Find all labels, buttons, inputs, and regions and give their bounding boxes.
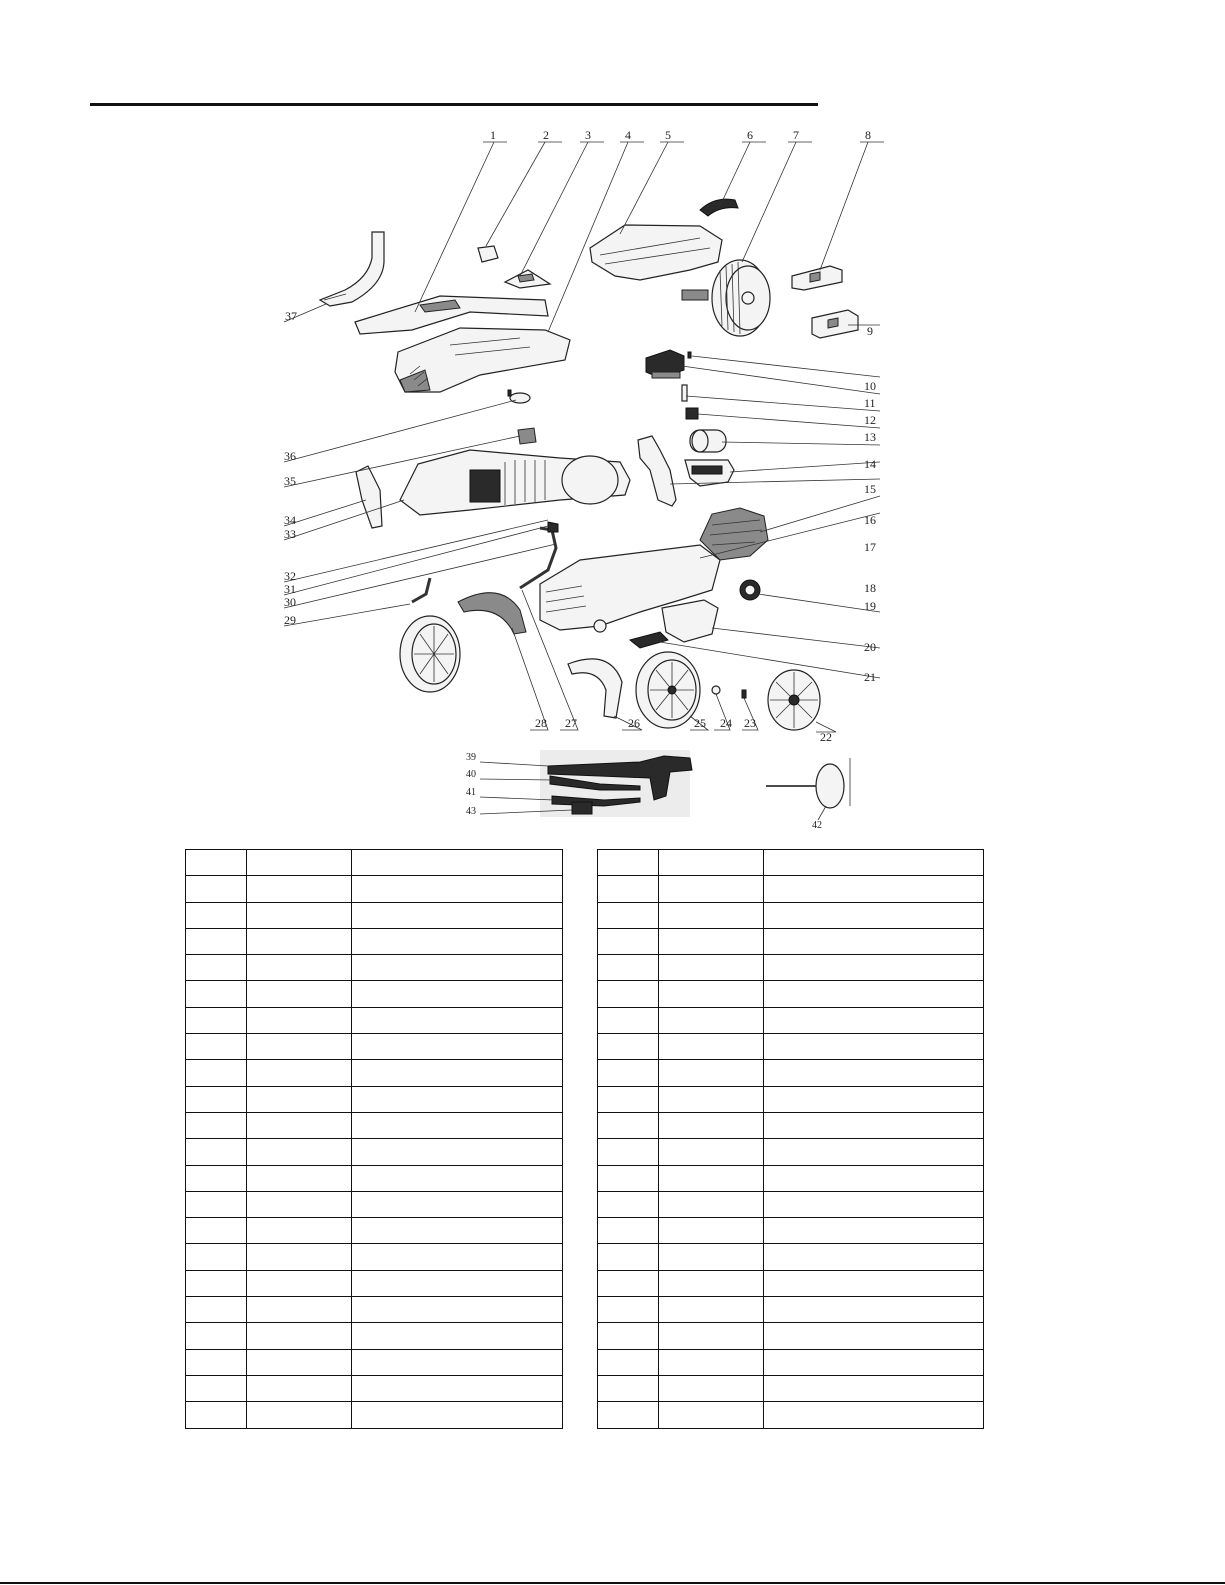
table-row [186,981,563,1007]
table-row [186,955,563,981]
table-cell [659,1034,764,1060]
table-cell [352,850,563,876]
table-cell [352,876,563,902]
table-cell [764,1297,984,1323]
table-cell [764,1086,984,1112]
callout-9: 9 [867,324,873,338]
table-row [598,876,984,902]
table-cell [186,1375,247,1401]
callout-14: 14 [864,457,876,471]
table-row [598,1323,984,1349]
table-cell [659,850,764,876]
table-cell [186,1165,247,1191]
table-cell [186,1139,247,1165]
table-row [598,1270,984,1296]
callout-13: 13 [864,430,876,444]
table-row [598,1244,984,1270]
table-row [598,850,984,876]
table-cell [352,1139,563,1165]
callout-26: 26 [628,716,640,730]
callout-18: 18 [864,581,876,595]
table-row [598,1139,984,1165]
table-row [186,1244,563,1270]
table-cell [764,1034,984,1060]
table-cell [659,1270,764,1296]
parts-table-right [597,849,984,1429]
table-row [186,1297,563,1323]
table-cell [247,876,352,902]
callout-19: 19 [864,599,876,613]
table-cell [764,1007,984,1033]
table-cell [352,902,563,928]
callout-11: 11 [864,396,876,410]
table-cell [598,1244,659,1270]
table-cell [352,1244,563,1270]
part-22-hub-cap [768,670,820,730]
callout-27: 27 [565,716,577,730]
table-cell [247,850,352,876]
callout-35: 35 [284,474,296,488]
table-cell [659,1218,764,1244]
table-row [598,1112,984,1138]
part-7-hose-reel [682,260,770,336]
part-5-top-cover [590,225,722,280]
table-cell [598,1191,659,1217]
callout-31: 31 [284,582,296,596]
table-row [598,1297,984,1323]
table-cell [247,1244,352,1270]
table-cell [598,876,659,902]
table-cell [352,1297,563,1323]
part-37-hose [320,232,384,306]
callout-12: 12 [864,413,876,427]
table-cell [659,1297,764,1323]
callout-34: 34 [284,513,296,527]
table-cell [598,1375,659,1401]
table-cell [186,981,247,1007]
table-cell [247,1191,352,1217]
part-6-grip [700,199,738,216]
table-cell [186,1191,247,1217]
table-cell [659,1191,764,1217]
table-row [598,1007,984,1033]
callout-24: 24 [720,716,732,730]
table-row [186,1112,563,1138]
table-cell [247,1402,352,1428]
table-row [598,1165,984,1191]
table-cell [659,928,764,954]
table-cell [352,1402,563,1428]
table-cell [764,1323,984,1349]
callout-15: 15 [864,482,876,496]
table-cell [247,1112,352,1138]
callout-43: 43 [466,806,476,817]
table-cell [352,1086,563,1112]
callout-8: 8 [865,128,871,142]
table-row [186,928,563,954]
callout-21: 21 [864,670,876,684]
table-cell [598,1060,659,1086]
table-cell [186,955,247,981]
table-row [598,1034,984,1060]
callout-33: 33 [284,527,296,541]
table-row [186,1218,563,1244]
table-row [186,1034,563,1060]
table-cell [186,876,247,902]
callout-20: 20 [864,640,876,654]
table-cell [186,1218,247,1244]
callout-28: 28 [535,716,547,730]
part-15-switch-housing [685,460,734,486]
part-1-top-plate [355,296,548,334]
part-20-tray [662,600,718,642]
table-cell [186,1034,247,1060]
part-16-side-panel [638,436,676,506]
table-cell [764,1375,984,1401]
table-cell [764,1112,984,1138]
table-cell [598,1112,659,1138]
table-cell [247,1086,352,1112]
table-cell [659,902,764,928]
table-cell [659,1007,764,1033]
table-cell [659,1244,764,1270]
part-26-arc [568,659,622,718]
table-cell [352,1349,563,1375]
table-cell [659,876,764,902]
table-cell [247,1165,352,1191]
table-cell [352,1270,563,1296]
part-28-wheel-cover [458,593,526,634]
table-cell [352,1191,563,1217]
table-cell [764,1402,984,1428]
part-42-filter [766,758,850,808]
table-row [598,1218,984,1244]
table-cell [659,1349,764,1375]
table-cell [247,1270,352,1296]
table-cell [352,1323,563,1349]
table-row [186,850,563,876]
table-cell [352,1218,563,1244]
table-cell [598,1007,659,1033]
table-cell [186,1402,247,1428]
table-cell [247,1349,352,1375]
table-cell [659,1112,764,1138]
table-cell [764,850,984,876]
table-cell [186,1112,247,1138]
table-cell [659,1402,764,1428]
part-24-washer [712,686,720,694]
table-cell [764,981,984,1007]
table-row [186,1323,563,1349]
callout-3: 3 [585,128,591,142]
callout-7: 7 [793,128,799,142]
table-cell [186,1060,247,1086]
part-motor-assembly [400,450,630,515]
table-cell [659,1323,764,1349]
part-34-plate [356,466,382,528]
table-cell [764,876,984,902]
table-row [186,1007,563,1033]
table-cell [598,1034,659,1060]
part-11-switch-box [646,350,684,378]
table-cell [352,1165,563,1191]
table-cell [764,1191,984,1217]
table-row [598,1375,984,1401]
part-21-connector [630,632,668,648]
table-cell [352,1034,563,1060]
table-cell [186,928,247,954]
parts-table-left [185,849,563,1429]
table-cell [659,1060,764,1086]
table-cell [186,1349,247,1375]
table-cell [352,1112,563,1138]
part-13-cube [686,408,698,419]
table-row [186,1191,563,1217]
table-cell [247,981,352,1007]
table-cell [186,1007,247,1033]
callout-6: 6 [747,128,753,142]
table-cell [352,1060,563,1086]
table-cell [659,1165,764,1191]
table-cell [598,902,659,928]
callout-37: 37 [285,309,297,323]
table-row [598,955,984,981]
table-cell [764,1060,984,1086]
wheel-left [400,616,460,692]
part-14-capacitor [690,430,726,452]
table-cell [764,955,984,981]
table-row [186,1349,563,1375]
table-row [186,1060,563,1086]
table-cell [352,1007,563,1033]
table-cell [598,850,659,876]
table-cell [764,1244,984,1270]
table-cell [764,1349,984,1375]
callout-25: 25 [694,716,706,730]
table-row [598,1402,984,1428]
table-row [186,1270,563,1296]
part-3-clip [505,270,550,288]
callout-1: 1 [490,128,496,142]
table-cell [247,928,352,954]
table-cell [247,1060,352,1086]
callout-10: 10 [864,379,876,393]
spray-gun-accessories [540,750,692,817]
table-cell [352,981,563,1007]
table-cell [598,1297,659,1323]
callout-32: 32 [284,569,296,583]
part-4-upper-housing [395,328,570,392]
table-cell [186,1323,247,1349]
callout-4: 4 [625,128,631,142]
table-row [598,1349,984,1375]
callout-42: 42 [812,820,822,831]
callout-5: 5 [665,128,671,142]
parts-table-left-body [186,850,563,1429]
part-12-pin [682,385,687,401]
part-29-hose [412,578,430,602]
table-cell [659,955,764,981]
table-cell [659,1139,764,1165]
table-row [186,1375,563,1401]
callout-41: 41 [466,787,476,798]
callout-40: 40 [466,769,476,780]
part-2-cap [478,246,498,262]
table-cell [247,1297,352,1323]
part-35-cube [518,428,536,444]
table-cell [764,902,984,928]
table-cell [659,1375,764,1401]
table-cell [186,850,247,876]
table-row [186,1086,563,1112]
table-row [186,1402,563,1428]
table-row [598,1086,984,1112]
table-row [598,928,984,954]
table-cell [598,1323,659,1349]
callout-17: 17 [864,540,876,554]
table-cell [598,1086,659,1112]
part-8-bracket [792,266,842,290]
table-cell [247,1007,352,1033]
table-cell [186,902,247,928]
part-9-bracket [812,310,858,338]
part-19-ring [740,580,760,600]
table-cell [247,1218,352,1244]
callout-2: 2 [543,128,549,142]
callout-23: 23 [744,716,756,730]
table-cell [352,955,563,981]
callout-22: 22 [820,730,832,744]
table-cell [352,1375,563,1401]
table-cell [352,928,563,954]
table-cell [659,1086,764,1112]
table-row [186,1139,563,1165]
table-row [598,1191,984,1217]
callout-39: 39 [466,752,476,763]
table-row [186,1165,563,1191]
parts-table-right-body [598,850,984,1429]
table-cell [186,1086,247,1112]
table-cell [247,902,352,928]
table-cell [247,1139,352,1165]
table-cell [186,1297,247,1323]
table-cell [659,981,764,1007]
table-row [186,876,563,902]
table-cell [247,1034,352,1060]
table-cell [598,928,659,954]
callout-36: 36 [284,449,296,463]
table-cell [186,1270,247,1296]
table-cell [764,1139,984,1165]
table-cell [247,1375,352,1401]
table-row [598,902,984,928]
part-23-screw [742,690,746,698]
table-cell [764,1218,984,1244]
table-cell [598,1270,659,1296]
table-row [186,902,563,928]
footer-rule [0,1582,1225,1584]
table-cell [764,928,984,954]
table-cell [247,1323,352,1349]
table-row [598,981,984,1007]
table-cell [598,1349,659,1375]
table-cell [598,1139,659,1165]
table-cell [764,1165,984,1191]
table-cell [598,1165,659,1191]
table-cell [598,1218,659,1244]
table-cell [764,1270,984,1296]
callout-30: 30 [284,595,296,609]
table-cell [598,1402,659,1428]
callout-29: 29 [284,613,296,627]
callout-16: 16 [864,513,876,527]
table-cell [247,955,352,981]
table-cell [598,981,659,1007]
table-cell [186,1244,247,1270]
table-row [598,1060,984,1086]
table-cell [598,955,659,981]
part-10-screw [688,352,691,358]
